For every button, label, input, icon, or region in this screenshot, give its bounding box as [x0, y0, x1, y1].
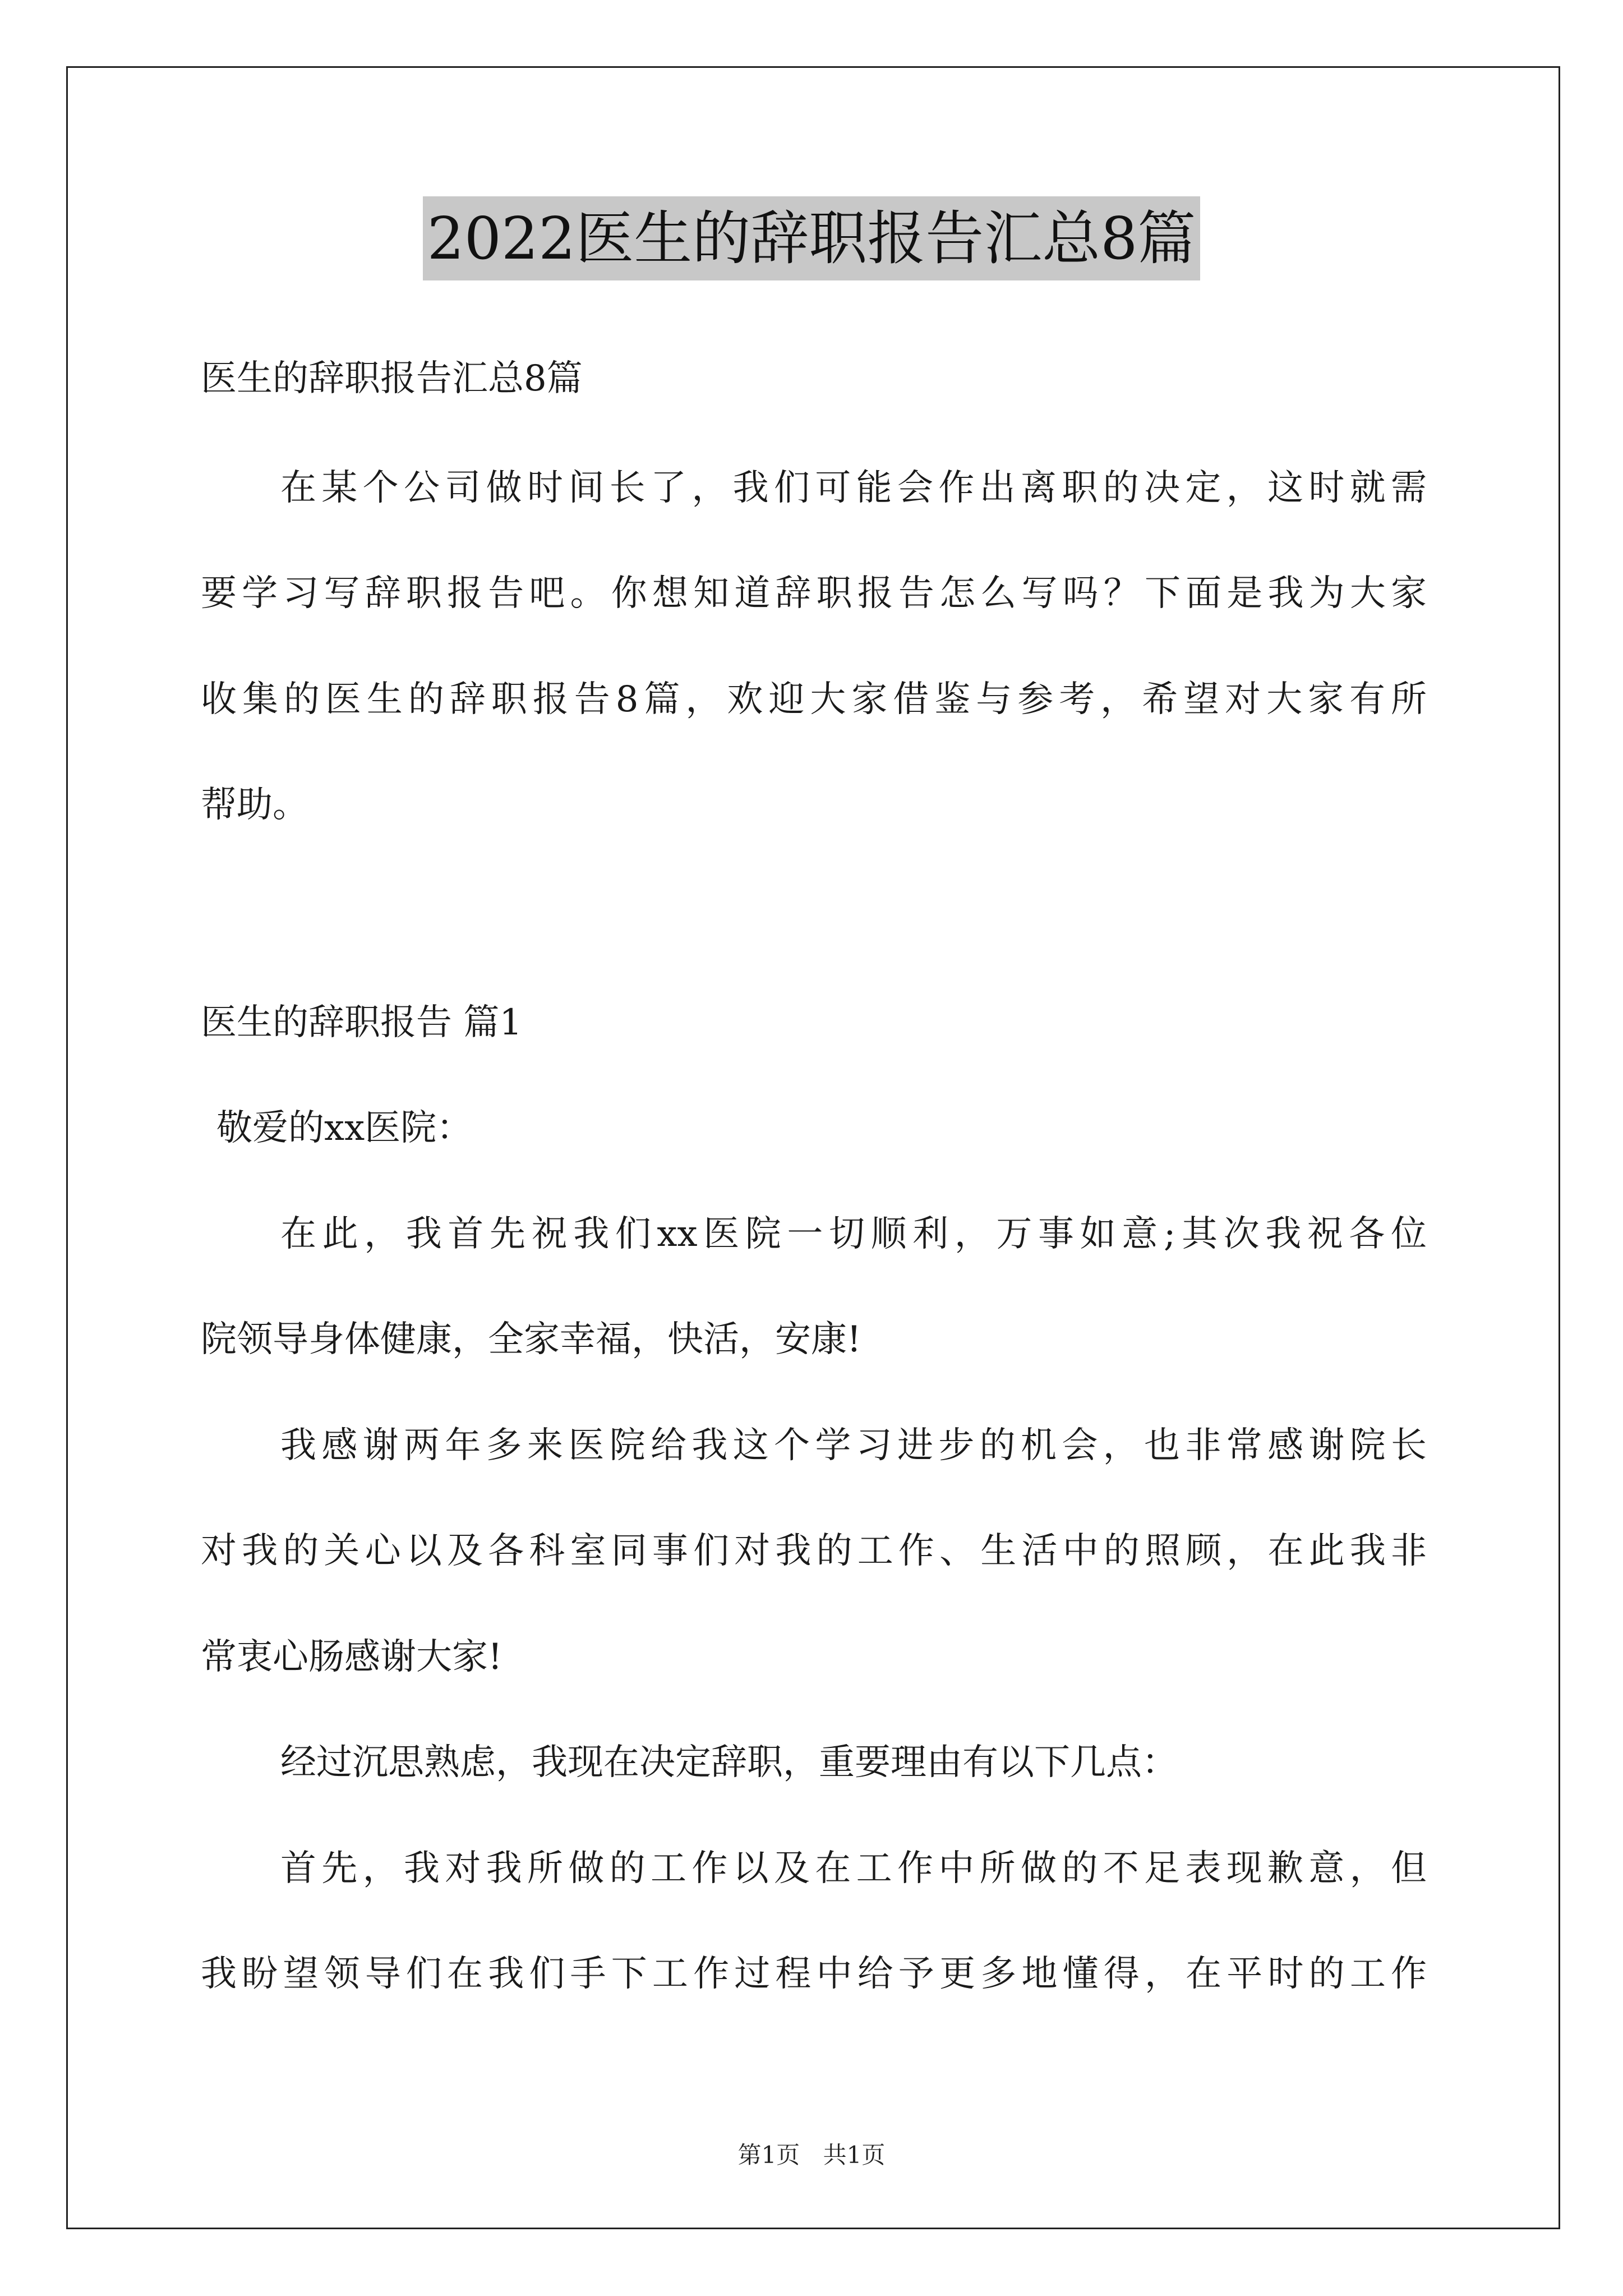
- document-title: 2022医生的辞职报告汇总8篇: [423, 196, 1201, 280]
- section-heading: 医生的辞职报告 篇1: [201, 1002, 523, 1043]
- page-total: 共1页: [823, 2141, 886, 2169]
- page-footer: [0, 2138, 1623, 2172]
- body-line: 常衷心肠感谢大家!: [201, 1636, 502, 1678]
- intro-line: 在某个公司做时间长了，我们可能会作出离职的决定，这时就需: [280, 467, 1427, 509]
- subtitle: 医生的辞职报告汇总8篇: [201, 358, 583, 399]
- body-line: 在此，我首先祝我们xx医院一切顺利，万事如意;其次我祝各位: [280, 1213, 1427, 1255]
- body-line: 院领导身体健康，全家幸福，快活，安康!: [201, 1319, 861, 1360]
- intro-line: 要学习写辞职报告吧。你想知道辞职报告怎么写吗？下面是我为大家: [201, 573, 1427, 614]
- title-container: [0, 196, 1623, 280]
- body-line: 对我的关心以及各科室同事们对我的工作、生活中的照顾，在此我非: [201, 1530, 1427, 1572]
- body-line: 我感谢两年多来医院给我这个学习进步的机会，也非常感谢院长: [280, 1425, 1427, 1466]
- body-line: 经过沉思熟虑，我现在决定辞职，重要理由有以下几点：: [280, 1742, 1178, 1783]
- intro-line: 收集的医生的辞职报告8篇，欢迎大家借鉴与参考，希望对大家有所: [201, 679, 1427, 720]
- intro-line: 帮助。: [201, 784, 308, 826]
- body-line: 我盼望领导们在我们手下工作过程中给予更多地懂得，在平时的工作: [201, 1953, 1427, 1995]
- salutation: 敬爱的xx医院：: [216, 1107, 473, 1149]
- body-line: 首先，我对我所做的工作以及在工作中所做的不足表现歉意，但: [280, 1848, 1427, 1889]
- page-number: 第1页: [737, 2141, 800, 2169]
